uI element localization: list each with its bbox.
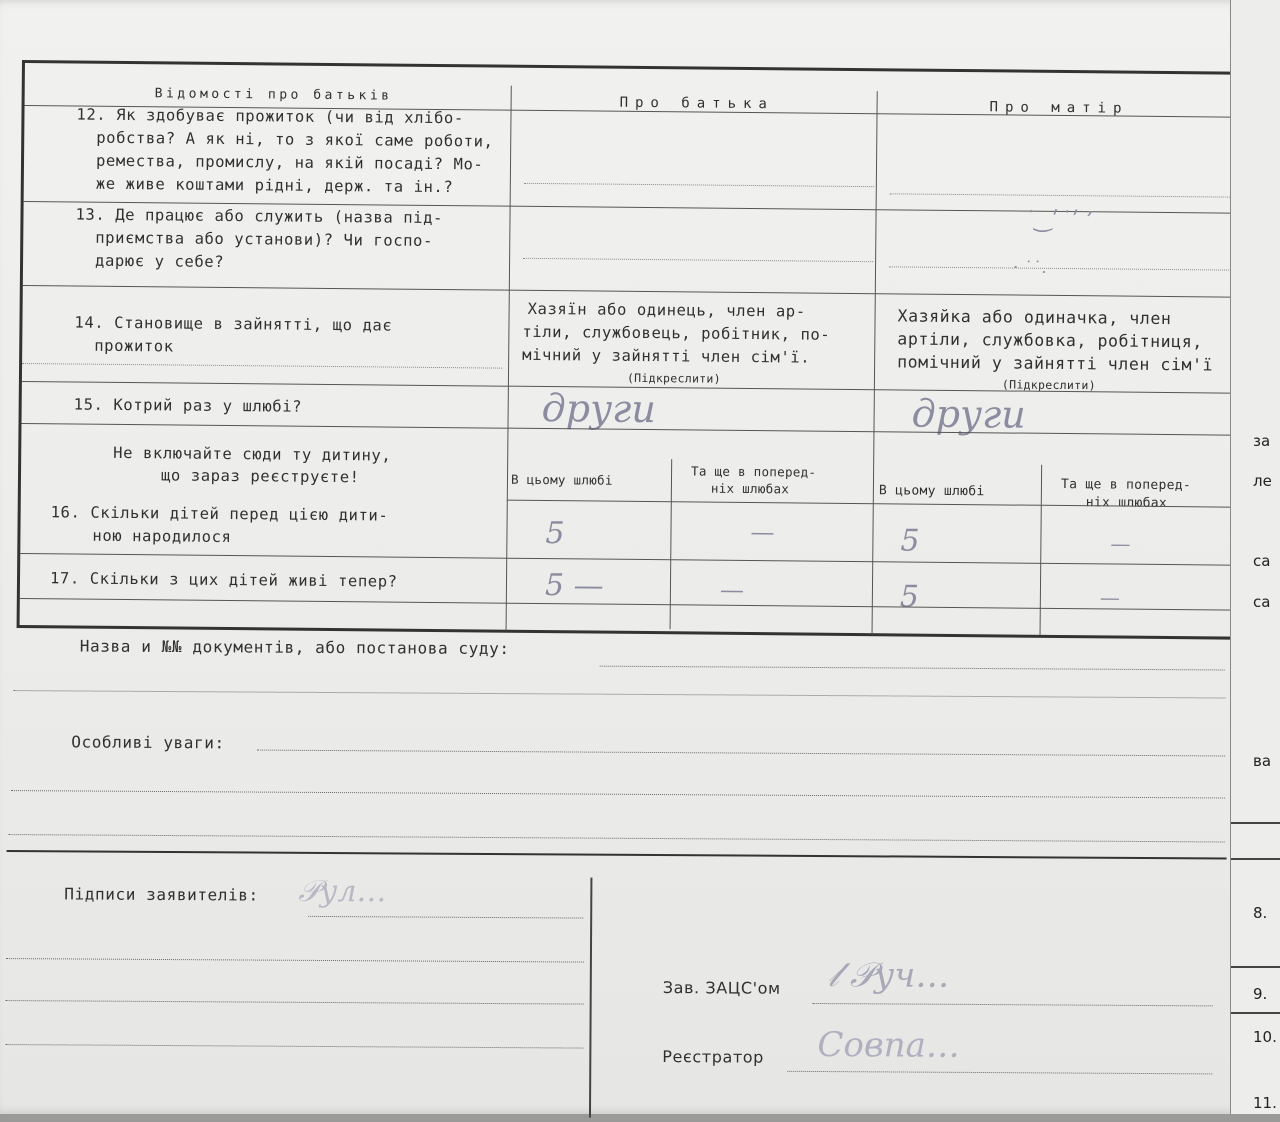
row14-line2: прожиток: [94, 336, 174, 356]
row14-mother-line3: помічний у зайнятті член сім'ї: [897, 352, 1214, 375]
row13-line3: дарює у себе?: [94, 251, 225, 271]
next-page-fragment: 8.: [1253, 904, 1268, 922]
next-page-fragment: 11.: [1253, 1094, 1277, 1112]
head-signature: 𝓁 𝒫уч…: [827, 955, 950, 996]
row15-label: 15. Котрий раз у шлюбі?: [73, 395, 303, 416]
next-page-fragment: ва: [1253, 752, 1272, 770]
row16-mother-this: 5: [900, 523, 920, 559]
next-page-fragment: са: [1253, 552, 1271, 570]
row13-line1: 13. Де працює або служить (назва під-: [75, 205, 444, 228]
row16-line2: ною народилося: [92, 526, 232, 547]
applicants-label: Підписи заявителів:: [64, 884, 259, 905]
row14-mother-note: (Підкреслити): [1001, 377, 1096, 393]
row16-mother-prev: —: [1110, 531, 1131, 556]
documents-label: Назва и №№ документів, або постанова суду:: [79, 636, 510, 659]
next-page-fragment: за: [1253, 432, 1271, 450]
row17-father-this: 5 —: [544, 568, 604, 604]
applicants-signature: 𝒫ул…: [298, 873, 387, 910]
next-page-fragment: 10.: [1253, 1028, 1277, 1046]
lower-section: [0, 620, 1240, 1122]
remarks-label: Особливі уваги:: [71, 732, 225, 753]
subhead-father-prev-2: ніх шлюбах: [710, 480, 790, 497]
note-line2: що зараз реєструєте!: [160, 466, 360, 487]
next-page-fragment: ле: [1253, 472, 1272, 490]
next-page-fragment: 9.: [1253, 985, 1268, 1003]
row16-father-prev: —: [750, 518, 775, 547]
row15-mother-value: други: [911, 391, 1026, 437]
handwritten-mark-1: ˙‿ʹ ͘ ʹ ʼ: [1023, 207, 1093, 234]
subhead-mother-prev-1: Та ще в поперед-: [1060, 476, 1192, 494]
row12-line4: же живе коштами рідні, держ. та ін.?: [95, 174, 454, 197]
row12-line3: ремества, промислу, на якій посаді? Мо-: [95, 151, 484, 174]
header-parents-info: Відомості про батьків: [154, 86, 393, 104]
row14-father-line3: мічний у зайнятті член сім'ї.: [522, 345, 811, 367]
row14-line1: 14. Становище в зайнятті, що дає: [74, 313, 393, 335]
row13-line2: приємства або установи)? Чи госпо-: [95, 228, 434, 250]
row16-line1: 16. Скільки дітей перед цією дити-: [50, 503, 389, 525]
next-page-edge: [1230, 0, 1280, 1114]
subhead-mother-prev-2: ніх шлюбах: [1085, 495, 1168, 512]
row17-father-prev: —: [719, 575, 745, 604]
row15-father-value: други: [541, 386, 657, 432]
subhead-father-prev-1: Та ще в поперед-: [691, 463, 817, 480]
header-father: Про батька: [619, 94, 774, 113]
row12-line1: 12. Як здобуває прожиток (чи від хлібо-: [76, 105, 464, 128]
row17-label: 17. Скільки з цих дітей живі тепер?: [49, 569, 398, 591]
head-label: Зав. ЗАЦС'ом: [662, 978, 781, 998]
row14-father-line1: Хазяїн або одинець, член ар-: [527, 299, 806, 321]
subhead-father-this: В цьому шлюбі: [510, 471, 613, 488]
row14-mother-line2: артіли, службовка, робітниця,: [897, 329, 1203, 352]
row12-line2: робства? А як ні, то з якої саме роботи,: [96, 128, 494, 151]
header-mother: Про матір: [989, 99, 1129, 117]
row14-father-note: (Підкреслити): [626, 370, 721, 386]
registrar-label: Реєстратор: [662, 1047, 765, 1067]
parents-info-table: [17, 60, 1258, 640]
row17-mother-this: 5: [899, 579, 920, 615]
registrar-signature: Совпа…: [817, 1025, 960, 1066]
next-page-fragment: са: [1253, 593, 1271, 611]
handwritten-mark-2: · ˙ ͘ .: [1012, 257, 1047, 277]
subhead-mother-this: В цьому шлюбі: [878, 483, 985, 500]
note-line1: Не включайте сюди ту дитину,: [113, 443, 392, 465]
row14-father-line2: тіли, службовець, робітник, по-: [522, 322, 831, 344]
row16-father-this: 5: [545, 516, 565, 552]
row17-mother-prev: —: [1099, 585, 1121, 610]
row14-mother-line1: Хазяйка або одиначка, член: [897, 306, 1172, 329]
